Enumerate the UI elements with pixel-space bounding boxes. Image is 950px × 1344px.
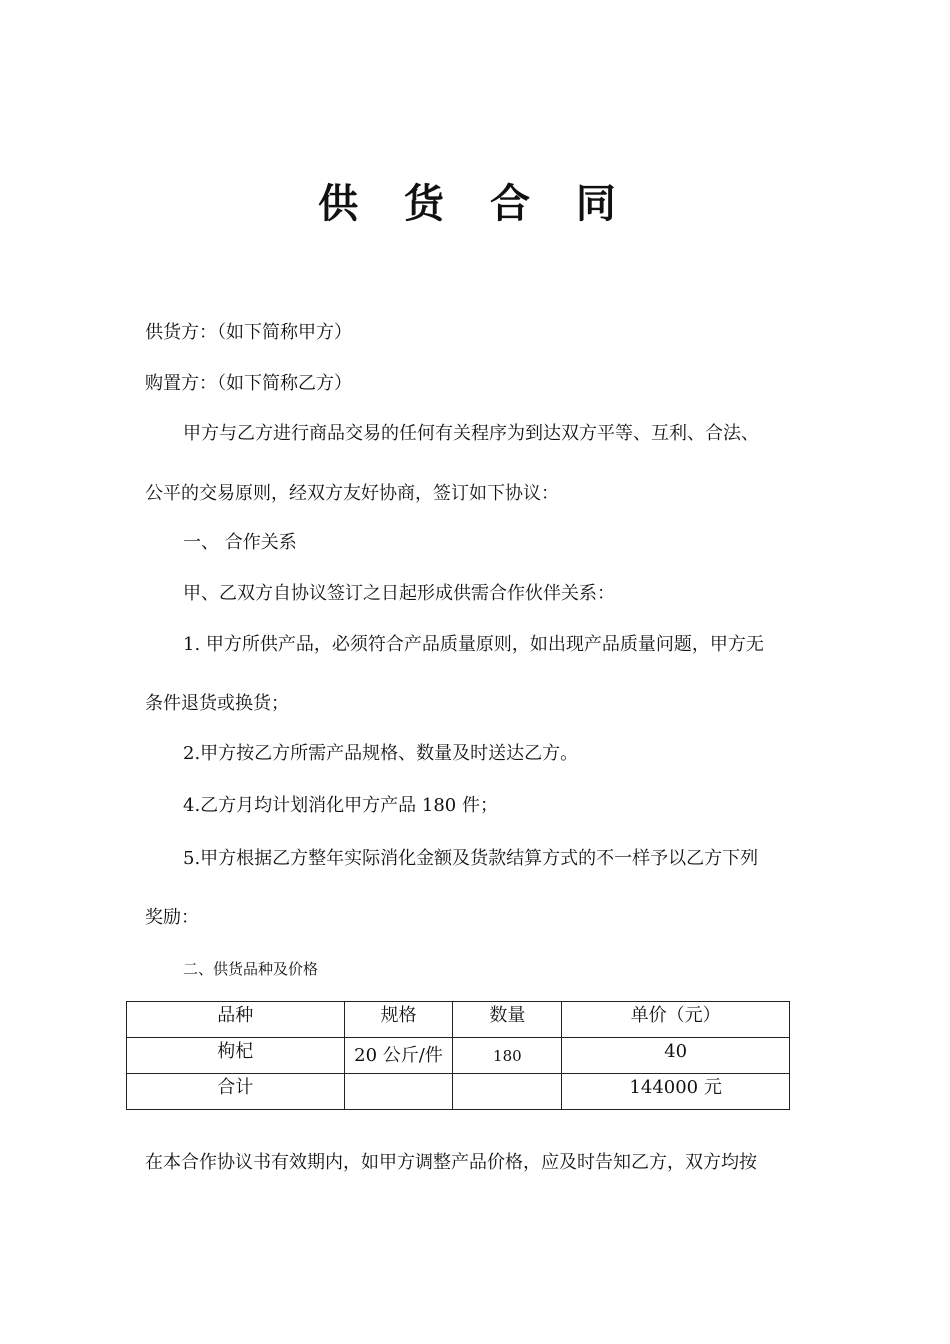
table-cell-total-label: 合计	[127, 1074, 345, 1110]
table-total-row	[127, 1074, 790, 1110]
table-header-cell: 单价（元）	[562, 1002, 790, 1038]
table-cell-quantity: 180	[453, 1038, 562, 1074]
table-header-cell: 数量	[453, 1002, 562, 1038]
table-cell-total-amount: 144000 元	[562, 1074, 790, 1110]
supplier-line: 供货方：（如下简称甲方）	[145, 322, 352, 343]
buyer-line: 购置方：（如下简称乙方）	[145, 373, 352, 394]
table-header-row	[127, 1002, 790, 1038]
section1-paragraph: 甲、乙双方自协议签订之日起形成供需合作伙伴关系：	[183, 583, 615, 604]
item5-line-1: 5.甲方根据乙方整年实际消化金额及货款结算方式的不一样予以乙方下列	[183, 848, 759, 869]
goods-price-table	[126, 1001, 790, 1110]
page-title: 供 货 合 同	[318, 181, 632, 227]
closing-line-1: 在本合作协议书有效期内，如甲方调整产品价格，应及时告知乙方，双方均按	[145, 1152, 757, 1173]
item1-line-1: 1. 甲方所供产品，必须符合产品质量原则，如出现产品质量问题，甲方无	[183, 634, 764, 655]
table-cell-variety: 枸杞	[127, 1038, 345, 1074]
table-row	[127, 1038, 790, 1074]
table-cell-unit-price: 40	[562, 1038, 790, 1074]
item4-line: 4.乙方月均计划消化甲方产品 180 件；	[183, 795, 498, 816]
table-cell-spec: 20 公斤/件	[344, 1038, 453, 1074]
item2-line: 2.甲方按乙方所需产品规格、数量及时送达乙方。	[183, 743, 579, 764]
intro-line-1: 甲方与乙方进行商品交易的任何有关程序为到达双方平等、互利、合法、	[183, 423, 759, 444]
item1-line-2: 条件退货或换货；	[145, 693, 289, 714]
section1-heading: 一、 合作关系	[183, 532, 297, 553]
table-header-cell: 品种	[127, 1002, 345, 1038]
section2-heading: 二、供货品种及价格	[183, 960, 319, 978]
intro-line-2: 公平的交易原则，经双方友好协商，签订如下协议：	[145, 483, 559, 504]
table-cell-empty	[453, 1074, 562, 1110]
table-header-cell: 规格	[344, 1002, 453, 1038]
table-cell-empty	[344, 1074, 453, 1110]
item5-line-2: 奖励：	[145, 907, 199, 928]
